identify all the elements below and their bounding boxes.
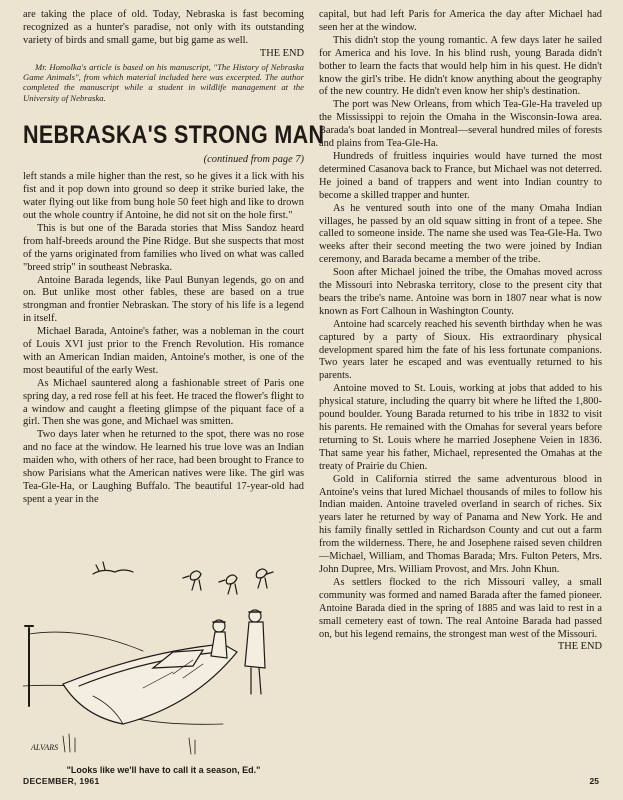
right-column xyxy=(319,9,602,654)
intro-paragraph: are taking the place of old. Today, Nebraska is fast becoming recognized as a hunter's paradise, not only with its outstanding variety of birds and small game, but big game as well. xyxy=(23,9,304,46)
page-number: 25 xyxy=(589,776,599,786)
duck-figures xyxy=(183,569,273,594)
man-on-dock xyxy=(245,610,265,694)
body-paragraph: Antoine Barada legends, like Paul Bunyan legends, go on and on. But unlike most other fables, these are based on a true strongman and frontier Nebraskan. The story of his life is a legend in itself. xyxy=(23,274,304,325)
body-paragraph: This is but one of the Barada stories that Miss Sandoz heard from half-breeds around the Pine Ridge. But she suspects that most of the yarns originated from families who lived on what was called "breed strip" in southeast Nebraska. xyxy=(23,222,304,273)
continued-from-label: (continued from page 7) xyxy=(203,154,304,166)
body-paragraph: Soon after Michael joined the tribe, the Omahas moved across the Missouri into Nebraska territory, close to the present city that bears the tribe's name. Antoine was born in 1807 near what is now known as Fort Calhoun in Washington County. xyxy=(319,267,602,317)
body-paragraph: Hundreds of fruitless inquiries would have turned the most determined Casanova back to France, but Michael was not deterred. He joined a band of trappers and went into Indian country to become a skilled trapper and hunter. xyxy=(319,150,602,201)
cartoonist-signature: ALVARS xyxy=(31,743,59,752)
body-paragraph: left stands a mile higher than the rest, so he gives it a lick with his fist and it pop down into ground so deep it strike buried lake, the water flying out like from bung hole 50 feet high and like to drown out the whole country if Antoine, he did not sit on the hole first." xyxy=(23,171,304,221)
body-paragraph: The port was New Orleans, from which Tea-Gle-Ha traveled up the Mississippi to rejoin the Omaha in the Wisconsin-Iowa area. Barada's boat landed in Montreal—several hundred miles of forests and plains from Tea-Gle-Ha. xyxy=(319,99,602,150)
body-paragraph: Two days later when he returned to the spot, there was no rose and no face at the window. He learned his true love was an Indian maiden who, with others of her race, had been brought to France to show Parisians what the American natives were like. The girl was Tea-Gle-Ha, or Laughing Buffalo. The beautiful 17-year-old had spent a year in the xyxy=(23,429,304,505)
body-paragraph: This didn't stop the young romantic. A few days later he sailed for America and his love. In his blind rush, young Barada didn't bother to learn the facts that would help him in his quest. He didn't know the girl's tribe. He didn't know anything about the geography of the new country. He didn't even know her ship's destination. xyxy=(319,34,602,98)
body-paragraph: As settlers flocked to the rich Missouri valley, a small community was formed and named Barada after the famed pioneer. Antoine Barada died in the spring of 1885 and was laid to rest in a small cemetery east of town. The real Antoine Barada had passed on, but his legend remains, the strongest man west of the Missouri. xyxy=(319,576,602,640)
body-paragraph: Michael Barada, Antoine's father, was a nobleman in the court of Louis XVI just prior to the French Revolution. His romance with an American Indian maiden, Antoine's mother, is one of the most beautiful of the early West. xyxy=(23,326,304,376)
body-paragraph: Antoine had scarcely reached his seventh birthday when he was captured by a party of Sioux. His extraordinary physical development spared him the fate of his less fortunate companions. Two years later he escaped and was eventually returned to his parents. xyxy=(319,318,602,382)
article-end-mark: THE END xyxy=(557,641,602,653)
left-column xyxy=(23,9,325,507)
author-note: Mr. Homolka's article is based on his manuscript, "The History of Nebraska Game Animals", from which material included here was excerpted. The author completed the manuscript while a student in wildlife management at the University of Nebraska. xyxy=(23,61,304,103)
cartoon-caption: "Looks like we'll have to call it a season, Ed." xyxy=(66,765,261,775)
boat-cartoon xyxy=(23,556,304,762)
article-headline: NEBRASKA'S STRONG MAN xyxy=(23,121,325,150)
issue-date: DECEMBER, 1961 xyxy=(23,776,100,786)
body-paragraph: Antoine moved to St. Louis, working at jobs that added to his physical stature, including the quarry bit where he lifted the 1,800-pound boulder. Young Barada returned to his tribe in 1832 to visit his parents. He remained with the Omahas for several years before returning to St. Louis where he married Josephene Veien in 1836. That same year his father, Michael, represented the Omahas at the treaty of Prairie du Chien. xyxy=(319,383,602,472)
body-paragraph: Gold in California stirred the same adventurous blood in Antoine's veins that lured Michael thousands of miles to follow his Indian maiden. Antoine traveled overland in search of riches. Six years later he returned by way of Panama and New York. He and his family finally settled in Richardson County and cut out a farm from the wilderness. There, he and Josephene raised seven children—Michael, William, and Thomas Barada; Mrs. Fulton Peters, Mrs. John Dupree, Mrs. William Provost, and Mrs. John Khun. xyxy=(319,473,602,575)
man-in-boat xyxy=(211,620,227,658)
body-paragraph: capital, but had left Paris for America the day after Michael had seen her at the window. xyxy=(319,9,602,33)
intro-end-mark: THE END xyxy=(259,47,304,59)
body-paragraph: As he ventured south into one of the many Omaha Indian villages, he passed by an old squaw sitting in front of a tepee. She called to someone inside. The name she used was Tea-Gle-Ha. Two weeks after their second meeting the two were joined by Indian ceremony, and Barada became a member of the tribe. xyxy=(319,202,602,266)
body-paragraph: As Michael sauntered along a fashionable street of Paris one spring day, a red rose fell at his feet. He traced the flower's flight to a window and caught a fleeting glimpse of the piquant face of a girl. Then she was gone, and Michael was smitten. xyxy=(23,377,304,428)
